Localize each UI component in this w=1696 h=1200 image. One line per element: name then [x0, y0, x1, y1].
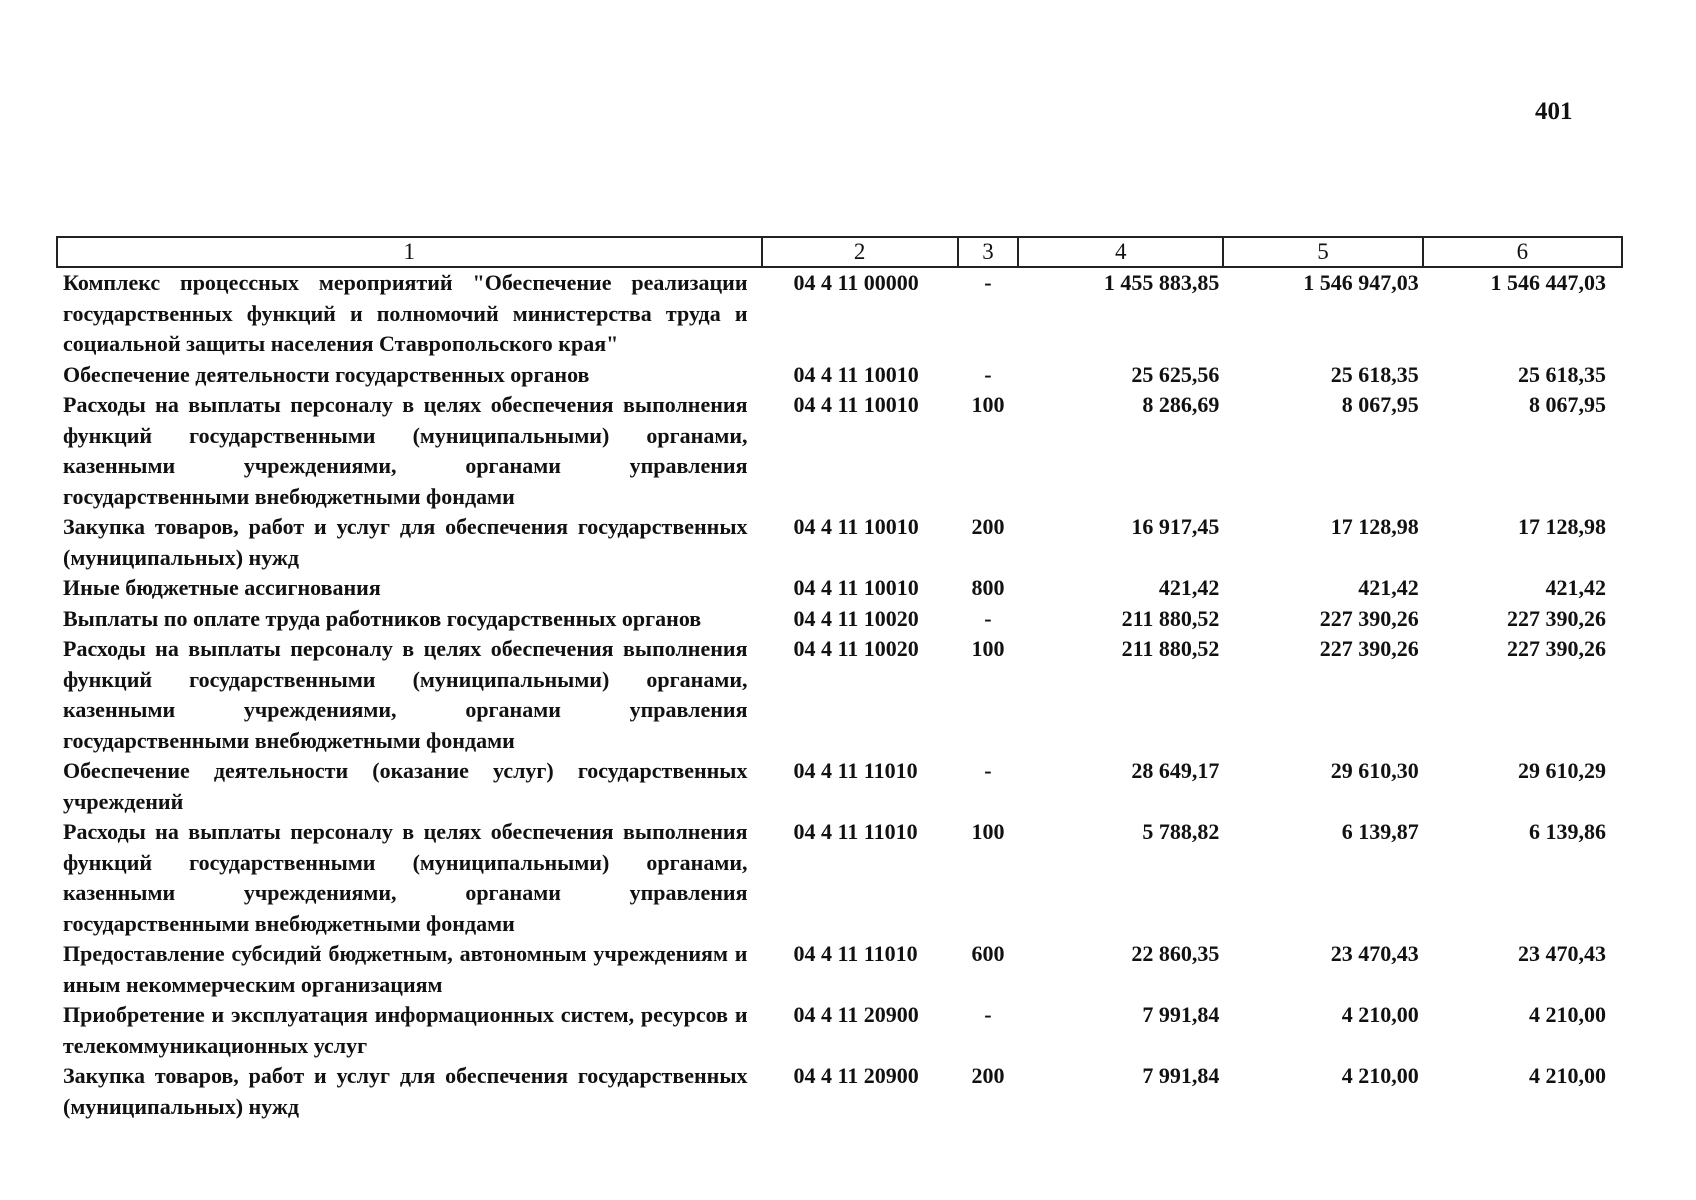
row-value-1: 7 991,84 — [1142, 1063, 1220, 1088]
row-name: Комплекс процессных мероприятий "Обеспечение реализации государственных функций и полномочий министерства труда и социальной защиты населения Ставропольского края" — [63, 270, 748, 356]
row-name: Иные бюджетные ассигнования — [63, 575, 381, 600]
row-code: 04 4 11 10020 — [793, 605, 919, 631]
table-row — [57, 390, 1622, 512]
table-row — [57, 360, 1622, 391]
row-type: 100 — [971, 819, 1005, 844]
table-row — [57, 939, 1622, 1000]
row-value-1: 16 917,45 — [1131, 514, 1220, 539]
row-code: 04 4 11 10020 — [793, 636, 919, 661]
row-type: 100 — [971, 636, 1005, 661]
table-row — [57, 1061, 1622, 1122]
row-code: 04 4 11 10010 — [793, 361, 919, 387]
row-code: 04 4 11 10010 — [793, 392, 919, 417]
row-value-2: 6 139,87 — [1341, 819, 1419, 844]
column-header-value-2: 5 — [1223, 237, 1422, 267]
row-name: Предоставление субсидий бюджетным, автономным учреждениям и иным некоммерческим организациям — [63, 941, 748, 997]
row-value-2: 421,42 — [1358, 575, 1419, 600]
row-value-2: 25 618,35 — [1330, 361, 1419, 387]
table-row — [57, 604, 1622, 635]
table-row — [57, 756, 1622, 817]
row-value-2: 4 210,00 — [1341, 1002, 1419, 1027]
row-value-3: 23 470,43 — [1518, 941, 1606, 966]
budget-table — [56, 236, 1623, 1122]
row-code: 04 4 11 00000 — [793, 270, 919, 295]
row-type: - — [984, 605, 992, 631]
row-type: 800 — [971, 575, 1005, 600]
row-code: 04 4 11 11010 — [793, 819, 918, 844]
row-name: Выплаты по оплате труда работников государственных органов — [63, 605, 702, 631]
row-value-1: 22 860,35 — [1131, 941, 1220, 966]
row-name: Обеспечение деятельности (оказание услуг) государственных учреждений — [63, 758, 748, 814]
row-name: Обеспечение деятельности государственных органов — [63, 361, 590, 387]
row-value-3: 4 210,00 — [1529, 1063, 1606, 1088]
row-name: Расходы на выплаты персоналу в целях обеспечения выполнения функций государственными (муниципальными) органами, казенными учреждениями, органами управления государственными внебюджетными фондами — [63, 392, 748, 509]
row-code: 04 4 11 11010 — [793, 758, 918, 783]
row-value-3: 227 390,26 — [1507, 636, 1606, 661]
row-value-3: 1 546 447,03 — [1490, 270, 1606, 295]
row-value-2: 17 128,98 — [1330, 514, 1419, 539]
row-name: Расходы на выплаты персоналу в целях обеспечения выполнения функций государственными (муниципальными) органами, казенными учреждениями, органами управления государственными внебюджетными фондами — [63, 819, 748, 936]
row-value-1: 211 880,52 — [1121, 636, 1220, 661]
page-number: 401 — [1535, 98, 1573, 125]
row-type: 200 — [971, 1063, 1005, 1088]
row-code: 04 4 11 11010 — [793, 941, 918, 966]
row-type: - — [984, 1002, 992, 1027]
row-name: Приобретение и эксплуатация информационных систем, ресурсов и телекоммуникационных услуг — [63, 1002, 748, 1058]
row-value-3: 29 610,29 — [1518, 758, 1606, 783]
row-value-3: 227 390,26 — [1507, 605, 1606, 631]
column-header-type: 3 — [958, 237, 1018, 267]
row-name: Закупка товаров, работ и услуг для обеспечения государственных (муниципальных) нужд — [63, 514, 748, 570]
row-type: 100 — [971, 392, 1005, 417]
row-value-1: 7 991,84 — [1142, 1002, 1220, 1027]
row-value-3: 6 139,86 — [1529, 819, 1606, 844]
row-value-1: 5 788,82 — [1142, 819, 1220, 844]
row-code: 04 4 11 10010 — [793, 514, 919, 539]
row-value-3: 4 210,00 — [1529, 1002, 1606, 1027]
row-value-1: 28 649,17 — [1131, 758, 1220, 783]
table-row — [57, 573, 1622, 604]
table-row — [57, 512, 1622, 573]
row-code: 04 4 11 20900 — [793, 1002, 919, 1027]
row-value-2: 4 210,00 — [1341, 1063, 1419, 1088]
row-type: - — [984, 270, 992, 295]
table-header-row — [57, 237, 1622, 267]
row-value-2: 227 390,26 — [1319, 605, 1419, 631]
row-value-3: 421,42 — [1545, 575, 1606, 600]
table-row — [57, 267, 1622, 360]
table-row — [57, 817, 1622, 939]
row-type: - — [984, 758, 992, 783]
row-name: Расходы на выплаты персоналу в целях обеспечения выполнения функций государственными (муниципальными) органами, казенными учреждениями, органами управления государственными внебюджетными фондами — [63, 636, 748, 753]
row-code: 04 4 11 10010 — [793, 575, 919, 600]
row-type: - — [984, 361, 992, 387]
row-value-1: 211 880,52 — [1121, 605, 1220, 631]
row-value-2: 1 546 947,03 — [1303, 270, 1419, 295]
row-value-1: 421,42 — [1158, 575, 1220, 600]
row-type: 200 — [971, 514, 1005, 539]
row-value-2: 227 390,26 — [1319, 636, 1419, 661]
row-value-2: 8 067,95 — [1341, 392, 1419, 417]
row-name: Закупка товаров, работ и услуг для обеспечения государственных (муниципальных) нужд — [63, 1063, 748, 1119]
row-code: 04 4 11 20900 — [793, 1063, 919, 1088]
row-value-3: 25 618,35 — [1518, 361, 1606, 387]
row-value-3: 8 067,95 — [1529, 392, 1606, 417]
row-value-1: 1 455 883,85 — [1103, 270, 1220, 295]
row-value-1: 8 286,69 — [1142, 392, 1220, 417]
row-value-2: 23 470,43 — [1330, 941, 1419, 966]
column-header-code: 2 — [762, 237, 958, 267]
column-header-value-1: 4 — [1018, 237, 1223, 267]
row-type: 600 — [971, 941, 1005, 966]
table-row — [57, 634, 1622, 756]
row-value-1: 25 625,56 — [1131, 361, 1220, 387]
row-value-2: 29 610,30 — [1330, 758, 1419, 783]
row-value-3: 17 128,98 — [1518, 514, 1606, 539]
table-row — [57, 1000, 1622, 1061]
column-header-name: 1 — [57, 237, 762, 267]
column-header-value-3: 6 — [1423, 237, 1622, 267]
